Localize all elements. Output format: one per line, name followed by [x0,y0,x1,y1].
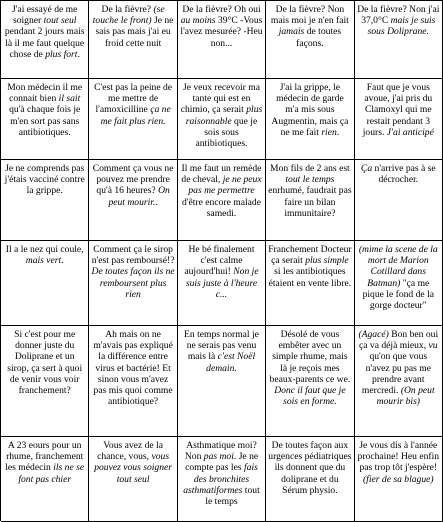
cell-text: De la fièvre? Non mais moi je n'en fait [270,4,349,27]
cell-text: . Je ne compte pas les [185,451,259,474]
grid-cell-r1-c2 [89,1,177,79]
grid-cell-r5-c5 [355,326,443,437]
cell-text: Je ne comprends pas j'étais vacciné contre la grippe. [4,163,85,197]
cell-text-italic: (se touche le front) [92,4,165,27]
grid-cell-r4-c4 [266,241,354,326]
cell-text: J'ai la grippe, le médecin de garde m'a mis sous Augmentin, mais ça ne me fait [271,82,349,138]
cell-text-italic: fais des bronchites asthmatiformes [183,462,258,496]
cell-text: De la fièvre? [101,4,154,15]
grid-cell-r4-c2 [89,241,177,326]
grid-cell-r6-c1 [1,437,89,522]
cell-text: Comment ça vous ne pouvez me prendre qu'à 16 heures? [92,163,174,197]
cell-text: Ah mais on ne m'avais pas expliqué la différence entre virus et bactérie! Et sinon vous m'avez pas mis quoi comme antibiotique? [93,329,173,408]
cell-text: . [336,126,340,138]
grid-cell-r3-c4 [266,160,354,241]
cell-text: tout le temps [205,484,260,508]
cell-text: De toutes façon aux urgences pédiatriques ils donnent que du doliprane et du Sérum physio. [268,440,352,496]
cell-text-italic: Non je suis juste à l'heure c... [185,266,259,300]
cell-text: pendant 2 jours mais là il me faut quelque chose de [4,26,85,60]
grid-cell-r2-c2 [89,79,177,160]
cell-text-italic: mais je suis sous Doliprane. [367,15,436,38]
grid-cell-r4-c5 [355,241,443,326]
grid-cell-r6-c2 [89,437,177,522]
cell-text: de toutes façons. [296,26,342,49]
grid-cell-r6-c3 [178,437,266,522]
cell-text: He bé finalement c'est calme aujourd'hui! [184,244,255,278]
cell-text-italic: plus fort [45,48,78,60]
cell-text: Vous avez de la chance, vous, [97,440,163,463]
cell-text: Je veux recevoir ma tante qui est en chimio, ça serait [180,82,260,116]
cell-text-italic: Donc il faut que je sois en forme. [274,385,346,408]
grid-cell-r6-c4 [266,437,354,522]
cell-text: Faut que je vous avoue, j'ai pris du Clamoxyl qui me restait pendant 3 jours. [362,82,433,138]
grid-cell-r1-c1 [1,1,89,79]
cell-text: De la fièvre? Non j'ai 37,0°C [357,4,440,27]
cell-text: Il a le nez qui coule, [5,244,84,255]
cell-text: n'arrive pas à se décrocher. [372,163,436,186]
cell-text: . [77,48,80,60]
cell-text: A 23 eours pour un rhume, franchement les médecin [5,440,84,474]
cell-text-italic: pas moi [203,451,234,463]
grid-cell-r2-c3 [178,79,266,160]
cell-text-italic: De toutes façon ils ne remboursent plus rien [91,266,175,300]
cell-text-italic: plus simple [305,255,349,267]
cell-text-italic: tout seul [43,15,77,27]
cell-text: En temps normal je ne serais pas venu mais là [184,329,259,363]
grid-cell-r1-c5 [355,1,443,79]
grid-cell-r5-c2 [89,326,177,437]
cell-text-italic: rien [321,126,337,138]
cell-text: "ça me pique le fond de la gorge docteur" [362,277,434,312]
cell-text: enrhumé, faudrait pas faire un bilan immunitaire? [268,185,352,219]
cell-text-italic: au moins [180,15,216,27]
grid-cell-r4-c3 [178,241,266,326]
grid-cell-r2-c4 [266,79,354,160]
cell-text: d'être encore malade samedi. [182,196,261,219]
cell-text-italic: J'ai anticipé [386,126,434,138]
cell-text: Franchement Docteur ça serait [268,244,352,267]
grid-cell-r5-c3 [178,326,266,437]
grid-cell-r3-c5 [355,160,443,241]
grid-cell-r6-c5 [355,437,443,522]
cell-text: De la fièvre? Oh oui [182,4,261,15]
cell-text: Si c'est pour me donner juste du Doliprane et un sirop, ça sert à quoi de venir vous voir franchement? [7,329,83,397]
grid-cell-r1-c4 [266,1,354,79]
grid-cell-r4-c1 [1,241,89,326]
grid-cell-r3-c3 [178,160,266,241]
cell-text: qu'à chaque fois je m'en sort pas sans antibiotiques. [9,104,81,138]
cell-text: Comment ça le sirop n'est pas remboursé!? [91,244,175,267]
cell-text: Bon ben oui ça va déjà mieux, [359,329,439,352]
cell-text-italic: je ne peux pas me permettre [188,174,262,197]
cell-text: si les antibiotiques étaient en vente libre. [268,266,352,289]
cell-text-italic: (fier de sa blague) [362,473,434,485]
cell-text: Mon médecin il me connait bien [7,82,83,105]
cell-text: Asthmatique moi? Non [184,440,257,463]
cell-text-italic: (On peut mourir bis) [376,385,435,408]
cell-text-italic: jamais [278,26,305,38]
cell-text-italic: c'est Noël demain. [206,351,256,374]
cell-text: qu'on que vous n'avez pu pas me prendre avant mercredi. [361,351,431,397]
cell-text-italic: On peut mourir.. [108,185,170,208]
cell-text: J'ai essayé de me soigner [11,4,78,27]
cell-text-italic: ils ne se font pas chier [18,462,85,485]
cell-text-italic: tout le temps [285,174,335,186]
grid-cell-r3-c2 [89,160,177,241]
cell-text-italic: il sait [58,93,81,105]
cell-text-italic: plus raisonnable [185,104,263,127]
cell-text: C'est pas la peine de me mettre de l'amoxicilline [94,82,173,116]
cell-text: que je sois sous antibiotiques. [195,115,258,150]
cell-text: Il me faut un remède de cheval, [181,163,262,186]
grid-cell-r3-c1 [1,160,89,241]
cell-text: Je ne sais pas mais j'ai eu froid cette nuit [95,15,174,49]
cell-text-italic: vu [428,340,438,352]
cell-text: Je vous dis à l'année prochaine! Heu enfin pas trop tôt j'espère! [357,440,440,474]
cell-text-italic: Ça [360,163,373,174]
cell-text-italic: vous pouvez vous soigner tout seul [94,451,172,485]
cell-text: Désolé de vous embêter avec un simple rhume, mais là je reçois mes beaux-parents ce we. [269,329,351,385]
grid-cell-r2-c1 [1,79,89,160]
cell-text-italic: mais vert. [25,255,64,267]
grid-cell-r1-c3 [178,1,266,79]
cell-text-italic: (Agacé) [358,329,389,340]
cell-text-italic: (mime la scene de la mort de Marion Cotillard dans Batman) [358,244,438,289]
cell-text-italic: ça ne me fait plus rien. [100,104,171,127]
cell-text: 39°C -Vous l'avez mesurée? -Heu non... [180,15,263,49]
grid-cell-r5-c4 [266,326,354,437]
grid-cell-r5-c1 [1,326,89,437]
grid-cell-r2-c5 [355,79,443,160]
cell-text: Mon fils de 2 ans est [270,163,350,174]
